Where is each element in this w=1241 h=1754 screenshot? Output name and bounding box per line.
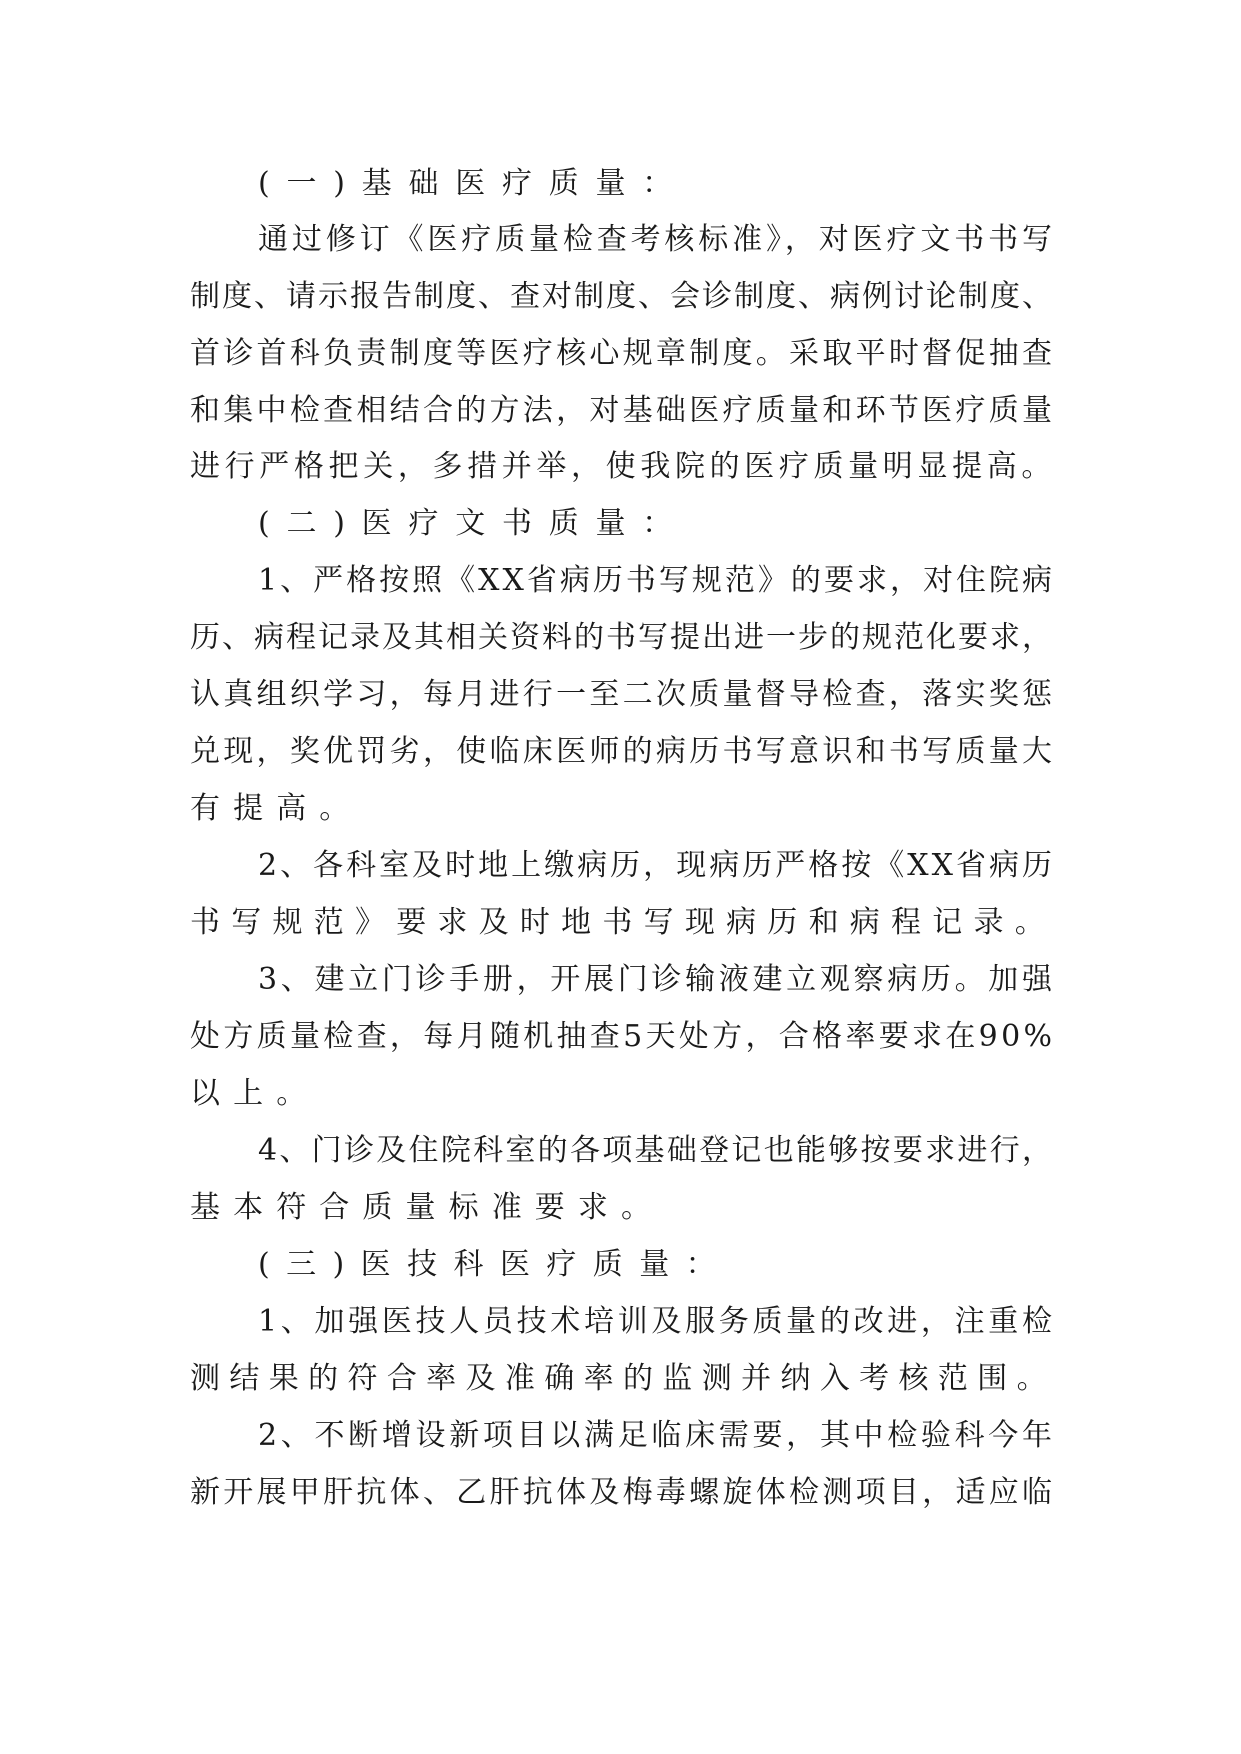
- section-heading: (二)医疗文书质量：: [258, 506, 689, 541]
- paragraph-line: 2、各科室及时地上缴病历，现病历严格按《XX省病历: [258, 848, 1055, 883]
- paragraph-line: 进行严格把关，多措并举，使我院的医疗质量明显提高。: [190, 449, 1056, 484]
- paragraph-line: 处方质量检查，每月随机抽查5天处方，合格率要求在90%: [190, 1019, 1056, 1054]
- section-heading: (三)医技科医疗质量：: [258, 1247, 733, 1282]
- paragraph-line: 3、建立门诊手册，开展门诊输液建立观察病历。加强: [258, 962, 1056, 997]
- paragraph-line: 4、门诊及住院科室的各项基础登记也能够按要求进行，: [258, 1133, 1055, 1168]
- paragraph-line: 书写规范》要求及时地书写现病历和病程记录。: [190, 905, 1056, 940]
- paragraph-line: 有提高。: [190, 791, 363, 826]
- paragraph-line: 1、严格按照《XX省病历书写规范》的要求，对住院病: [258, 563, 1055, 598]
- paragraph-line: 通过修订《医疗质量检查考核标准》，对医疗文书书写: [258, 222, 1056, 257]
- section-heading: (一)基础医疗质量：: [258, 166, 689, 201]
- paragraph-line: 兑现，奖优罚劣，使临床医师的病历书写意识和书写质量大: [190, 734, 1056, 769]
- paragraph-line: 制度、请示报告制度、查对制度、会诊制度、病例讨论制度、: [190, 279, 1054, 314]
- paragraph-line: 首诊首科负责制度等医疗核心规章制度。采取平时督促抽查: [190, 336, 1056, 371]
- paragraph-line: 认真组织学习，每月进行一至二次质量督导检查，落实奖惩: [190, 677, 1056, 712]
- paragraph-line: 基本符合质量标准要求。: [190, 1190, 665, 1225]
- paragraph-line: 2、不断增设新项目以满足临床需要，其中检验科今年: [258, 1418, 1056, 1453]
- paragraph-line: 历、病程记录及其相关资料的书写提出进一步的规范化要求，: [190, 620, 1054, 655]
- paragraph-line: 和集中检查相结合的方法，对基础医疗质量和环节医疗质量: [190, 393, 1056, 428]
- paragraph-line: 1、加强医技人员技术培训及服务质量的改进，注重检: [258, 1304, 1056, 1339]
- paragraph-line: 测结果的符合率及准确率的监测并纳入考核范围。: [190, 1361, 1056, 1396]
- paragraph-line: 以上。: [190, 1076, 320, 1111]
- paragraph-line: 新开展甲肝抗体、乙肝抗体及梅毒螺旋体检测项目，适应临: [190, 1475, 1056, 1510]
